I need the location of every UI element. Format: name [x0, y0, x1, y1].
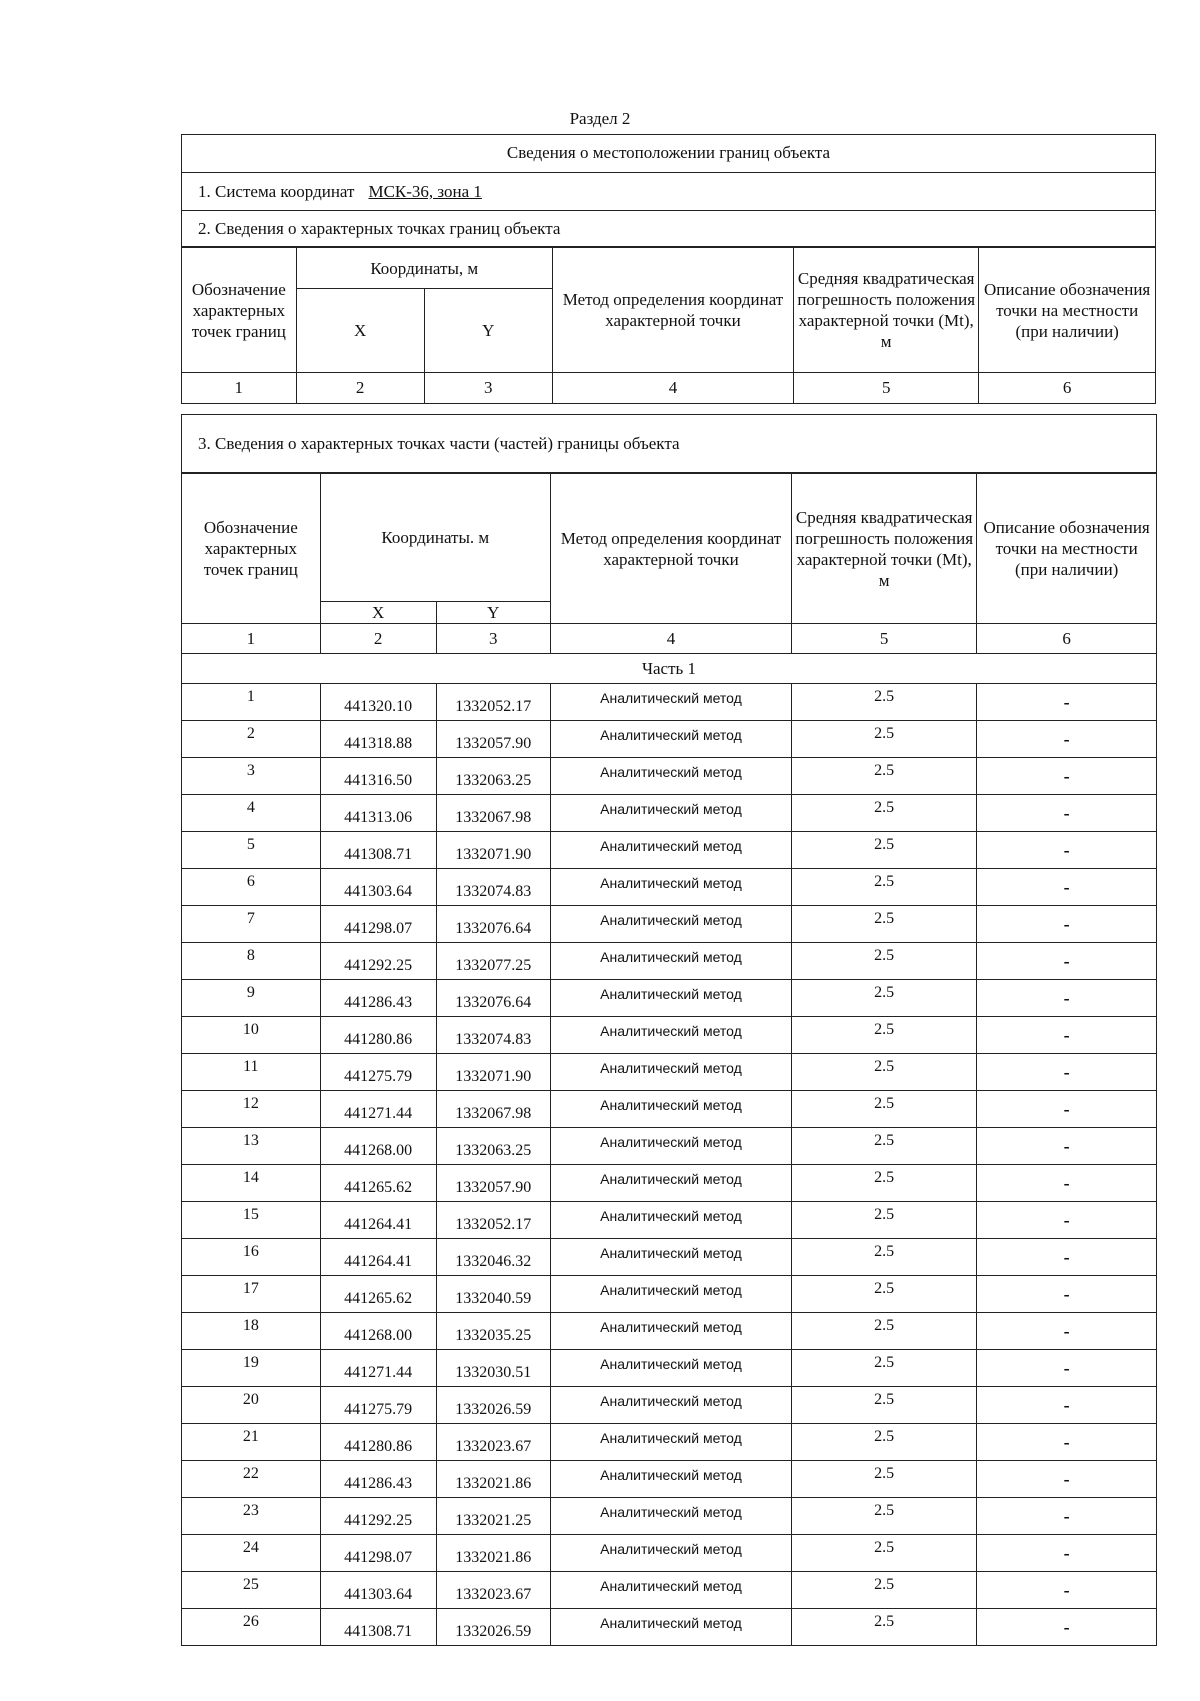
coord-y: 1332026.59 — [436, 1609, 550, 1646]
table-row — [182, 1572, 1156, 1609]
coord-x: 441292.25 — [320, 943, 436, 980]
point-number: 16 — [182, 1239, 320, 1276]
section-title: Раздел 2 — [569, 109, 631, 128]
coord-x: 441313.06 — [320, 795, 436, 832]
coord-y: 1332076.64 — [436, 906, 550, 943]
coord-system-row — [182, 173, 1155, 211]
table1-title: Сведения о местоположении границ объекта — [182, 135, 1155, 173]
coord-y: 1332023.67 — [436, 1572, 550, 1609]
col-number: 4 — [550, 624, 791, 654]
coord-x: 441320.10 — [320, 684, 436, 721]
accuracy-cell: 2.5 — [792, 795, 977, 832]
accuracy-cell: 2.5 — [792, 684, 977, 721]
description-cell: - — [977, 1350, 1156, 1387]
description-cell: - — [977, 1128, 1156, 1165]
table-row — [182, 1313, 1156, 1350]
method-cell: Аналитический метод — [550, 1535, 791, 1572]
description-cell: - — [977, 1535, 1156, 1572]
method-cell: Аналитический метод — [550, 1609, 791, 1646]
header-coords: Координаты, м — [296, 248, 552, 289]
coord-y: 1332026.59 — [436, 1387, 550, 1424]
description-cell: - — [977, 684, 1156, 721]
method-cell: Аналитический метод — [550, 795, 791, 832]
description-cell: - — [977, 832, 1156, 869]
table1-points-title: 2. Сведения о характерных точках границ объекта — [182, 211, 1155, 247]
coord-y: 1332057.90 — [436, 721, 550, 758]
col-number: 1 — [182, 373, 296, 403]
header-x: X — [296, 289, 424, 373]
accuracy-cell: 2.5 — [792, 758, 977, 795]
point-number: 7 — [182, 906, 320, 943]
description-cell: - — [977, 795, 1156, 832]
part-label: Часть 1 — [182, 654, 1156, 684]
point-number: 21 — [182, 1424, 320, 1461]
accuracy-cell: 2.5 — [792, 832, 977, 869]
coord-x: 441265.62 — [320, 1165, 436, 1202]
table-row — [182, 721, 1156, 758]
method-cell: Аналитический метод — [550, 684, 791, 721]
coord-x: 441298.07 — [320, 906, 436, 943]
method-cell: Аналитический метод — [550, 869, 791, 906]
accuracy-cell: 2.5 — [792, 1054, 977, 1091]
description-cell: - — [977, 721, 1156, 758]
method-cell: Аналитический метод — [550, 1276, 791, 1313]
header-y: Y — [436, 602, 550, 624]
coord-y: 1332071.90 — [436, 832, 550, 869]
header-coords: Координаты. м — [320, 474, 550, 602]
point-number: 17 — [182, 1276, 320, 1313]
table-row — [182, 980, 1156, 1017]
coord-y: 1332040.59 — [436, 1276, 550, 1313]
point-number: 8 — [182, 943, 320, 980]
description-cell: - — [977, 1165, 1156, 1202]
description-cell: - — [977, 1498, 1156, 1535]
coord-x: 441264.41 — [320, 1202, 436, 1239]
col-number: 2 — [296, 373, 424, 403]
table-row — [182, 1165, 1156, 1202]
table-row — [182, 1498, 1156, 1535]
coord-system-value: МСК-36, зона 1 — [368, 182, 482, 201]
coord-y: 1332030.51 — [436, 1350, 550, 1387]
header-description: Описание обозначения точки на местности (при наличии) — [979, 248, 1155, 373]
col-number: 3 — [424, 373, 552, 403]
method-cell: Аналитический метод — [550, 943, 791, 980]
accuracy-cell: 2.5 — [792, 1276, 977, 1313]
part-boundary-table — [181, 414, 1157, 1646]
description-cell: - — [977, 1202, 1156, 1239]
description-cell: - — [977, 1054, 1156, 1091]
method-cell: Аналитический метод — [550, 1313, 791, 1350]
table1-grid — [182, 247, 1155, 403]
header-method: Метод определения координат характерной точки — [552, 248, 793, 373]
method-cell: Аналитический метод — [550, 1165, 791, 1202]
coord-system-label: 1. Система координат — [198, 182, 355, 201]
coord-y: 1332063.25 — [436, 1128, 550, 1165]
description-cell: - — [977, 906, 1156, 943]
accuracy-cell: 2.5 — [792, 1017, 977, 1054]
coord-y: 1332021.86 — [436, 1461, 550, 1498]
coord-x: 441303.64 — [320, 1572, 436, 1609]
method-cell: Аналитический метод — [550, 1017, 791, 1054]
col-number: 2 — [320, 624, 436, 654]
point-number: 14 — [182, 1165, 320, 1202]
table-row — [182, 1276, 1156, 1313]
point-number: 19 — [182, 1350, 320, 1387]
accuracy-cell: 2.5 — [792, 1091, 977, 1128]
table-row — [182, 906, 1156, 943]
coord-x: 441275.79 — [320, 1054, 436, 1091]
coord-y: 1332035.25 — [436, 1313, 550, 1350]
method-cell: Аналитический метод — [550, 1202, 791, 1239]
table-row — [182, 869, 1156, 906]
col-number: 6 — [977, 624, 1156, 654]
accuracy-cell: 2.5 — [792, 1609, 977, 1646]
description-cell: - — [977, 980, 1156, 1017]
coord-y: 1332046.32 — [436, 1239, 550, 1276]
point-number: 24 — [182, 1535, 320, 1572]
method-cell: Аналитический метод — [550, 832, 791, 869]
method-cell: Аналитический метод — [550, 1128, 791, 1165]
coord-x: 441280.86 — [320, 1424, 436, 1461]
coord-x: 441286.43 — [320, 980, 436, 1017]
description-cell: - — [977, 1424, 1156, 1461]
coord-y: 1332021.86 — [436, 1535, 550, 1572]
coord-y: 1332021.25 — [436, 1498, 550, 1535]
point-number: 12 — [182, 1091, 320, 1128]
coord-y: 1332052.17 — [436, 1202, 550, 1239]
point-number: 25 — [182, 1572, 320, 1609]
description-cell: - — [977, 869, 1156, 906]
accuracy-cell: 2.5 — [792, 1461, 977, 1498]
point-number: 11 — [182, 1054, 320, 1091]
header-designation: Обозначение характерных точек границ — [182, 474, 320, 624]
description-cell: - — [977, 943, 1156, 980]
method-cell: Аналитический метод — [550, 1387, 791, 1424]
method-cell: Аналитический метод — [550, 1239, 791, 1276]
method-cell: Аналитический метод — [550, 980, 791, 1017]
col-number: 4 — [552, 373, 793, 403]
accuracy-cell: 2.5 — [792, 1313, 977, 1350]
method-cell: Аналитический метод — [550, 906, 791, 943]
accuracy-cell: 2.5 — [792, 1350, 977, 1387]
point-number: 18 — [182, 1313, 320, 1350]
method-cell: Аналитический метод — [550, 1461, 791, 1498]
table-row — [182, 1387, 1156, 1424]
col-number: 3 — [436, 624, 550, 654]
point-number: 26 — [182, 1609, 320, 1646]
coord-x: 441264.41 — [320, 1239, 436, 1276]
point-number: 22 — [182, 1461, 320, 1498]
table-row — [182, 1239, 1156, 1276]
table-row — [182, 758, 1156, 795]
description-cell: - — [977, 1572, 1156, 1609]
accuracy-cell: 2.5 — [792, 1535, 977, 1572]
coord-x: 441280.86 — [320, 1017, 436, 1054]
coord-x: 441292.25 — [320, 1498, 436, 1535]
point-number: 1 — [182, 684, 320, 721]
accuracy-cell: 2.5 — [792, 980, 977, 1017]
coord-x: 441298.07 — [320, 1535, 436, 1572]
coord-y: 1332057.90 — [436, 1165, 550, 1202]
header-method: Метод определения координат характерной точки — [550, 474, 791, 624]
method-cell: Аналитический метод — [550, 1350, 791, 1387]
coord-y: 1332074.83 — [436, 1017, 550, 1054]
table-row — [182, 943, 1156, 980]
accuracy-cell: 2.5 — [792, 943, 977, 980]
accuracy-cell: 2.5 — [792, 1128, 977, 1165]
table-row — [182, 684, 1156, 721]
header-description: Описание обозначения точки на местности (при наличии) — [977, 474, 1156, 624]
point-number: 15 — [182, 1202, 320, 1239]
table-row — [182, 1128, 1156, 1165]
point-number: 6 — [182, 869, 320, 906]
coord-x: 441268.00 — [320, 1313, 436, 1350]
table-row — [182, 1535, 1156, 1572]
point-number: 20 — [182, 1387, 320, 1424]
table-row — [182, 1091, 1156, 1128]
description-cell: - — [977, 1091, 1156, 1128]
coord-x: 441318.88 — [320, 721, 436, 758]
coord-y: 1332063.25 — [436, 758, 550, 795]
method-cell: Аналитический метод — [550, 758, 791, 795]
accuracy-cell: 2.5 — [792, 1387, 977, 1424]
method-cell: Аналитический метод — [550, 721, 791, 758]
coord-y: 1332067.98 — [436, 1091, 550, 1128]
accuracy-cell: 2.5 — [792, 1424, 977, 1461]
table-row — [182, 1202, 1156, 1239]
point-number: 9 — [182, 980, 320, 1017]
description-cell: - — [977, 1461, 1156, 1498]
table-row — [182, 1017, 1156, 1054]
description-cell: - — [977, 1609, 1156, 1646]
method-cell: Аналитический метод — [550, 1498, 791, 1535]
table-row — [182, 832, 1156, 869]
col-number: 5 — [794, 373, 979, 403]
coord-y: 1332052.17 — [436, 684, 550, 721]
coord-y: 1332071.90 — [436, 1054, 550, 1091]
accuracy-cell: 2.5 — [792, 1165, 977, 1202]
coord-x: 441265.62 — [320, 1276, 436, 1313]
description-cell: - — [977, 1276, 1156, 1313]
coord-x: 441268.00 — [320, 1128, 436, 1165]
accuracy-cell: 2.5 — [792, 906, 977, 943]
description-cell: - — [977, 1313, 1156, 1350]
header-y: Y — [424, 289, 552, 373]
accuracy-cell: 2.5 — [792, 1239, 977, 1276]
header-accuracy: Средняя квадратическая погрешность положения характерной точки (Mt), м — [794, 248, 979, 373]
method-cell: Аналитический метод — [550, 1091, 791, 1128]
point-number: 10 — [182, 1017, 320, 1054]
point-number: 3 — [182, 758, 320, 795]
accuracy-cell: 2.5 — [792, 869, 977, 906]
description-cell: - — [977, 1017, 1156, 1054]
method-cell: Аналитический метод — [550, 1054, 791, 1091]
header-accuracy: Средняя квадратическая погрешность положения характерной точки (Mt), м — [792, 474, 977, 624]
accuracy-cell: 2.5 — [792, 1202, 977, 1239]
col-number: 1 — [182, 624, 320, 654]
point-number: 23 — [182, 1498, 320, 1535]
boundary-location-table — [181, 134, 1156, 404]
col-number: 6 — [979, 373, 1155, 403]
accuracy-cell: 2.5 — [792, 1572, 977, 1609]
table-row — [182, 1461, 1156, 1498]
point-number: 2 — [182, 721, 320, 758]
method-cell: Аналитический метод — [550, 1572, 791, 1609]
coord-x: 441271.44 — [320, 1091, 436, 1128]
description-cell: - — [977, 1387, 1156, 1424]
point-number: 5 — [182, 832, 320, 869]
coord-y: 1332077.25 — [436, 943, 550, 980]
header-designation: Обозначение характерных точек границ — [182, 248, 296, 373]
table-row — [182, 1350, 1156, 1387]
point-number: 4 — [182, 795, 320, 832]
table-row — [182, 1424, 1156, 1461]
table-row — [182, 795, 1156, 832]
accuracy-cell: 2.5 — [792, 721, 977, 758]
table2-title: 3. Сведения о характерных точках части (частей) границы объекта — [182, 415, 1156, 473]
coord-x: 441286.43 — [320, 1461, 436, 1498]
header-x: X — [320, 602, 436, 624]
table2-grid — [182, 473, 1156, 1645]
coord-x: 441308.71 — [320, 1609, 436, 1646]
description-cell: - — [977, 758, 1156, 795]
table-row — [182, 1054, 1156, 1091]
table-row — [182, 1609, 1156, 1646]
coord-x: 441316.50 — [320, 758, 436, 795]
coord-y: 1332074.83 — [436, 869, 550, 906]
coord-y: 1332076.64 — [436, 980, 550, 1017]
coord-y: 1332067.98 — [436, 795, 550, 832]
coord-x: 441308.71 — [320, 832, 436, 869]
method-cell: Аналитический метод — [550, 1424, 791, 1461]
coord-x: 441303.64 — [320, 869, 436, 906]
coord-x: 441271.44 — [320, 1350, 436, 1387]
coord-y: 1332023.67 — [436, 1424, 550, 1461]
col-number: 5 — [792, 624, 977, 654]
point-number: 13 — [182, 1128, 320, 1165]
description-cell: - — [977, 1239, 1156, 1276]
accuracy-cell: 2.5 — [792, 1498, 977, 1535]
coord-x: 441275.79 — [320, 1387, 436, 1424]
